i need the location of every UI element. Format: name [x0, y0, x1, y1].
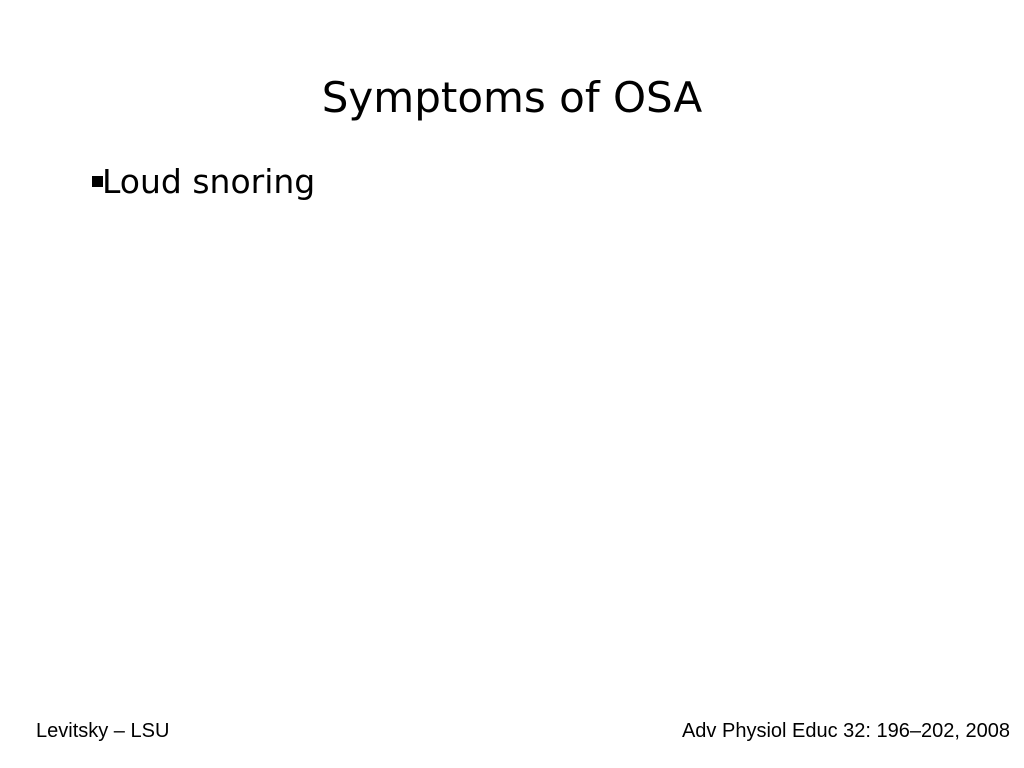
- bullet-text: Loud snoring: [102, 162, 316, 201]
- list-item: [92, 156, 315, 208]
- slide-title: Symptoms of OSA: [321, 73, 703, 122]
- footer-citation: Adv Physiol Educ 32: 196–202, 2008: [681, 720, 1010, 742]
- bullet-list: [92, 156, 315, 208]
- footer-author: Levitsky – LSU: [36, 720, 170, 742]
